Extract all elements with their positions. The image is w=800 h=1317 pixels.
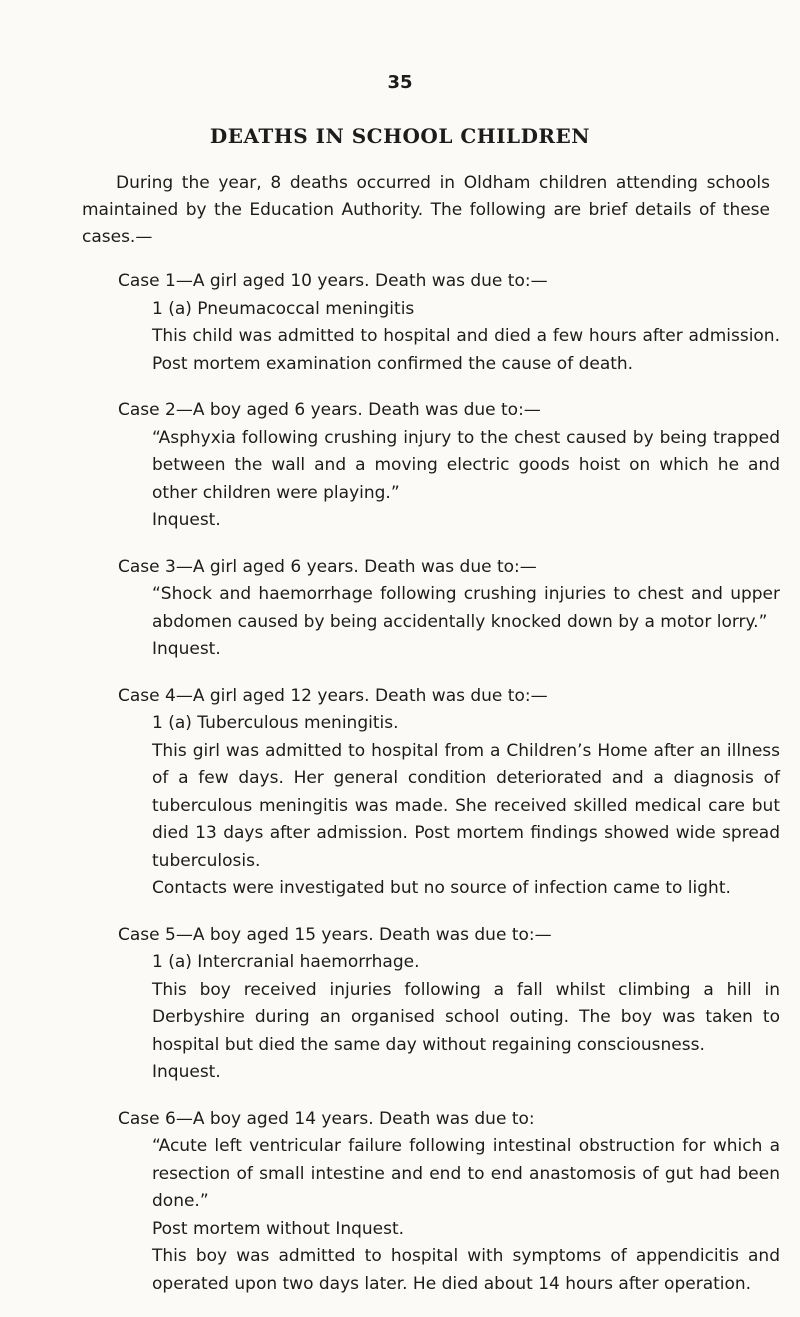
case-title: Case 6—A boy aged 14 years. Death was due to:: [118, 1108, 535, 1129]
case-title: Case 3—A girl aged 6 years. Death was due to:—: [118, 556, 537, 577]
case-title: Case 4—A girl aged 12 years. Death was due to:—: [118, 685, 548, 706]
case-body: [118, 296, 780, 379]
case-entry: [118, 922, 780, 1087]
case-line: “Acute left ventricular failure following intestinal obstruction for which a resection of small intestine and end to end anastomosis of gut had been done.”: [152, 1136, 780, 1211]
case-line: 1 (a) Tuberculous meningitis.: [152, 713, 399, 733]
case-entry: [118, 683, 780, 903]
case-line: Contacts were investigated but no source of infection came to light.: [152, 878, 731, 898]
case-line: Inquest.: [152, 1062, 221, 1082]
case-line: This boy was admitted to hospital with symptoms of appendicitis and operated upon two days later. He died about 14 hours after operation.: [152, 1246, 780, 1294]
case-title: Case 1—A girl aged 10 years. Death was due to:—: [118, 271, 548, 291]
case-entry: [118, 397, 780, 535]
case-line: Post mortem without Inquest.: [152, 1218, 405, 1239]
case-entry: [118, 554, 780, 664]
case-body: [118, 425, 780, 535]
case-line: “Asphyxia following crushing injury to the chest caused by being trapped between the wall and a moving electric goods hoist on which he and other children were playing.”: [152, 427, 780, 503]
intro-paragraph: During the year, 8 deaths occurred in Oldham children attending schools maintained by the Education Authority. The following are brief details of these cases.—: [82, 173, 770, 247]
case-title: Case 5—A boy aged 15 years. Death was due to:—: [118, 924, 552, 945]
case-line: “Shock and haemorrhage following crushing injuries to chest and upper abdomen caused by being accidentally knocked down by a motor lorry.”: [152, 584, 780, 632]
case-entry: [118, 1106, 780, 1299]
case-line: This child was admitted to hospital and died a few hours after admission. Post mortem examination confirmed the cause of death.: [152, 326, 780, 374]
case-entry: [118, 268, 780, 378]
case-title: Case 2—A boy aged 6 years. Death was due to:—: [118, 400, 541, 420]
case-line: This girl was admitted to hospital from a Children’s Home after an illness of a few days. Her general condition deteriorated and a diagnosis of tuberculous meningitis was made. She received skilled medical care but died 13 days after admission. Post mortem findings showed wide spread tuberculosis.: [152, 740, 780, 871]
case-body: [118, 949, 780, 1087]
case-body: [118, 710, 780, 903]
case-line: Inquest.: [152, 510, 221, 530]
page-number: 35: [387, 72, 413, 93]
case-list: [118, 268, 780, 1317]
case-line: This boy received injuries following a fall whilst climbing a hill in Derbyshire during an organised school outing. The boy was taken to hospital but died the same day without regaining consciousness.: [152, 979, 780, 1055]
case-line: 1 (a) Pneumacoccal meningitis: [152, 298, 415, 319]
page-heading: DEATHS IN SCHOOL CHILDREN: [209, 124, 591, 148]
case-line: 1 (a) Intercranial haemorrhage.: [152, 952, 420, 972]
case-body: [118, 1133, 780, 1298]
case-line: Inquest.: [152, 639, 221, 659]
case-body: [118, 581, 780, 664]
